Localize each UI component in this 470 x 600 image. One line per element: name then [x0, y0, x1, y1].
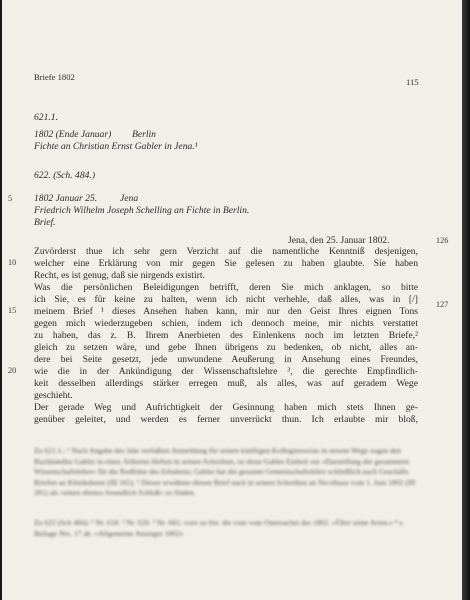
- letter-line: ich Sie, es für keine zu halten, wenn ich nicht verhehle, daß alles, was in [/]: [34, 294, 418, 305]
- footnote-block-621: Zu 621.1.: ¹ Nach Angabe des Jahr verfaßten Anmeldung für seinen künftigen Kollegienweise in neuem Wege zogen den Buchhändler Gabler in einer, früheren Heften in seinen Schreiben, ist diese Gabler Einheit zur «Darstellung der gesammten Wissenschaftslehre» für die Redfekte des Erhaltens; Gabler hat die gesamte Gemeinschaftslehre schließlich nach Geschäfts Briefen an Klinikdienst (III 165). ² Dieser erwähnte diesen Brief nach in seinen Schreiben an Nicolhaus vom 1. Juni 1802 (III 281) als «einen ebenso freundlich Schluß» zu finden.: [34, 446, 416, 497]
- line-number-5: 5: [8, 194, 13, 203]
- entry-621-date: 1802 (Ende Januar): [34, 129, 112, 140]
- line-number-10: 10: [8, 258, 17, 267]
- entry-621-place: Berlin: [132, 129, 156, 140]
- footnote-block-622: Zu 622 (Sch 484): ¹ Nr. 618. ² Nr. 620. ³ Nr. 602, vorn zu Ser. die vom vom Ostersachst des 1802. «Über seine Arten.» ⁴ s. Beilage Nrs. 17 ab. «Allgemeine Anzeiger 1802»: [34, 518, 405, 538]
- entry-622-date: 1802 Januar 25.: [34, 193, 98, 204]
- letter-line: geschieht.: [34, 390, 73, 401]
- running-head: Briefe 1802: [34, 72, 75, 82]
- page-number: 115: [406, 77, 419, 87]
- margin-number-126: 126: [436, 236, 449, 245]
- letter-dateline: Jena, den 25. Januar 1802.: [288, 235, 390, 246]
- letter-line: gegen mich wiederzugeben schien, indem ich dennoch meine, mir nichts verstattet: [34, 318, 418, 329]
- letter-line: gleich zu setzen wäre, und gebe Ihnen übrigens zu bedenken, ob nicht, alles an-: [34, 342, 418, 353]
- entry-622-number: 622. (Sch. 484.): [34, 170, 96, 181]
- letter-line: wie die in der Ankündigung der Wissenschaftslehre ³, die gerechte Empfindlich-: [34, 366, 418, 377]
- letter-line: dere bei Seite gesetzt, jede unwundene Aeußerung in Ansehung eines Freundes,: [34, 354, 418, 365]
- entry-622-place: Jena: [120, 193, 139, 204]
- letter-line: meinem Brief ¹ dieses Ansehen haben kann, mir nur den Geist Ihres eignen Tons: [34, 306, 418, 317]
- letter-line: Zuvörderst thue ich sehr gern Verzicht auf die namentliche Kenntniß desjenigen,: [34, 246, 418, 257]
- letter-line: Recht, es ist genug, daß sie nirgends existirt.: [34, 270, 205, 281]
- margin-number-127: 127: [436, 300, 449, 309]
- entry-621-description: Fichte an Christian Ernst Gabler in Jena.¹: [34, 141, 198, 152]
- line-number-15: 15: [8, 306, 17, 315]
- entry-622-description: Friedrich Wilhelm Joseph Schelling an Fichte in Berlin.: [34, 205, 250, 216]
- letter-line: keit desselben allerdings stärker erregen muß, als alles, was auf geradem Wege: [34, 378, 418, 389]
- letter-line: Der gerade Weg und Aufrichtigkeit der Gesinnung haben mich stets Ihnen ge-: [34, 402, 418, 413]
- letter-line: zu haben, das z. B. Ihrem Anerbieten des Einlenkens noch im letzten Briefe,²: [34, 330, 418, 341]
- letter-line: welcher eine Erklärung von mir gegen Sie gelesen zu haben glaubte. Sie haben: [34, 258, 418, 269]
- book-page: [2, 0, 462, 600]
- entry-622-type: Brief.: [34, 217, 56, 228]
- line-number-20: 20: [8, 366, 17, 375]
- letter-line: genüber geleitet, und werden es ferner unverrückt thun. Ich erlaubte mir bloß,: [34, 414, 418, 425]
- page-edge: [462, 0, 470, 600]
- letter-line: Was die persönlichen Beleidigungen betrifft, deren Sie mich anklagen, so bitte: [34, 282, 418, 293]
- entry-621-number: 621.1.: [34, 112, 58, 123]
